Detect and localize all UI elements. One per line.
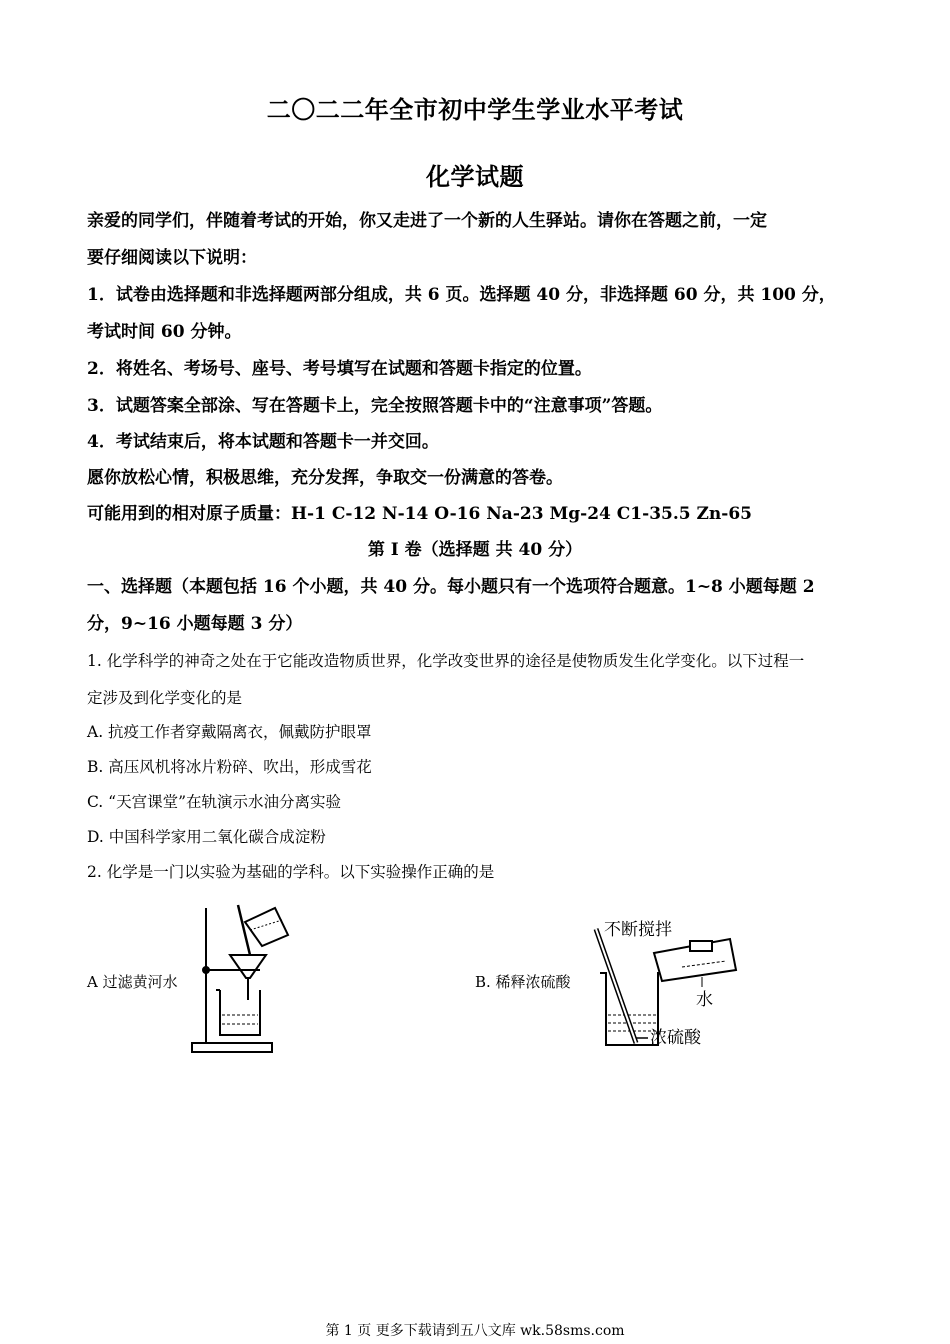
q2-option-b-label: B. 稀释浓硫酸 bbox=[475, 973, 571, 991]
rule-1-line-1: 1．试卷由选择题和非选择题两部分组成，共 6 页。选择题 40 分，非选择题 60 分，共 100 分， bbox=[87, 285, 836, 305]
wish-line: 愿你放松心情，积极思维，充分发挥，争取交一份满意的答卷。 bbox=[87, 468, 563, 488]
page-subtitle: 化学试题 bbox=[426, 162, 524, 191]
filtration-apparatus-figure bbox=[190, 900, 300, 1060]
rule-1-line-2: 考试时间 60 分钟。 bbox=[87, 322, 242, 342]
rule-3: 3．试题答案全部涂、写在答题卡上，完全按照答题卡中的“注意事项”答题。 bbox=[87, 396, 663, 416]
acid-label: 浓硫酸 bbox=[650, 1028, 701, 1048]
water-label: 水 bbox=[696, 990, 713, 1010]
intro-line-1: 亲爱的同学们，伴随着考试的开始，你又走进了一个新的人生驿站。请你在答题之前，一定 bbox=[87, 211, 767, 231]
q1-stem-line-1: 1. 化学科学的神奇之处在于它能改造物质世界，化学改变世界的途径是使物质发生化学变化。以下过程一 bbox=[87, 652, 805, 670]
rule-2: 2．将姓名、考场号、座号、考号填写在试题和答题卡指定的位置。 bbox=[87, 359, 592, 379]
q1-option-b: B. 高压风机将冰片粉碎、吹出，形成雪花 bbox=[87, 758, 372, 776]
part-1-header-line-2: 分，9~16 小题每题 3 分） bbox=[87, 614, 303, 634]
stir-label: 不断搅拌 bbox=[604, 920, 672, 940]
q1-option-c: C. “天宫课堂”在轨演示水油分离实验 bbox=[87, 793, 342, 811]
part-1-header-line-1: 一、选择题（本题包括 16 个小题，共 40 分。每小题只有一个选项符合题意。1~8 小题每题 2 bbox=[87, 577, 815, 597]
dilution-apparatus-figure bbox=[590, 915, 750, 1055]
rule-4: 4．考试结束后，将本试题和答题卡一并交回。 bbox=[87, 432, 439, 452]
q1-stem-line-2: 定涉及到化学变化的是 bbox=[87, 689, 243, 707]
q2-stem: 2. 化学是一门以实验为基础的学科。以下实验操作正确的是 bbox=[87, 863, 495, 881]
intro-line-2: 要仔细阅读以下说明： bbox=[87, 248, 257, 268]
page-footer: 第 1 页 更多下载请到五八文库 wk.58sms.com bbox=[325, 1323, 625, 1339]
q1-option-a: A. 抗疫工作者穿戴隔离衣，佩戴防护眼罩 bbox=[87, 723, 372, 741]
section-title: 第 I 卷（选择题 共 40 分） bbox=[367, 540, 583, 560]
q1-option-d: D. 中国科学家用二氧化碳合成淀粉 bbox=[87, 828, 326, 846]
q2-option-a-label: A 过滤黄河水 bbox=[87, 973, 178, 991]
atomic-mass-line: 可能用到的相对原子质量：H-1 C-12 N-14 O-16 Na-23 Mg-24 C1-35.5 Zn-65 bbox=[87, 504, 752, 524]
page-title: 二〇二二年全市初中学生学业水平考试 bbox=[266, 95, 684, 124]
